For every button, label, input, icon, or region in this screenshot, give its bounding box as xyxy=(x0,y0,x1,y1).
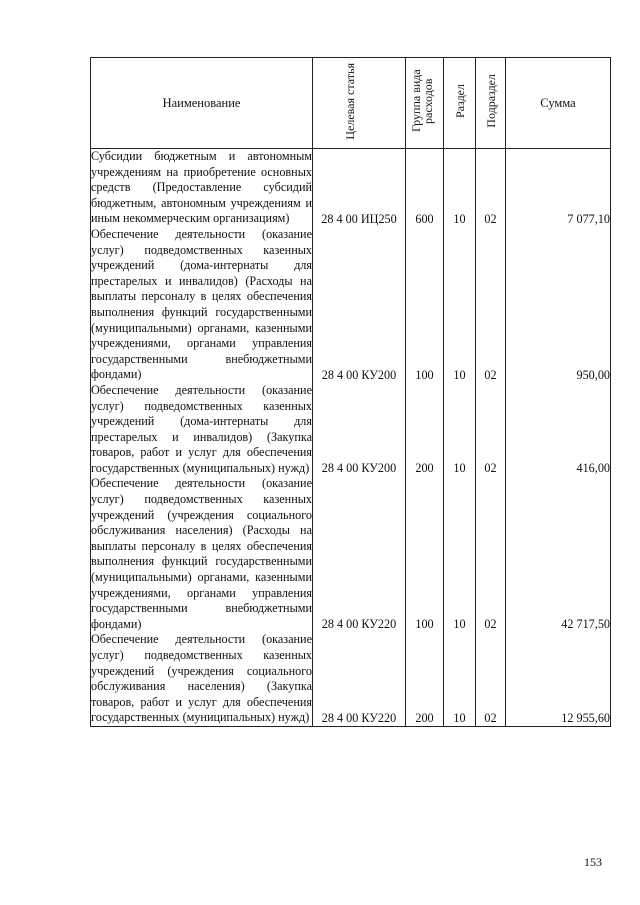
page-number: 153 xyxy=(584,855,602,869)
row-section: 10 xyxy=(444,227,476,383)
row-section: 10 xyxy=(444,632,476,726)
row-subsection: 02 xyxy=(476,632,506,726)
row-name: Обеспечение деятельности (оказание услуг) подведомственных казенных учреждений (учреждения социального обслуживания населения) (Расходы на выплаты персоналу в целях обеспечения выполнения функций государственными (муниципальными) органами, казенными учреждениями, органами управления государственными внебюджетными фондами) xyxy=(91,476,312,631)
header-target-cell xyxy=(313,58,406,149)
row-name: Обеспечение деятельности (оказание услуг) подведомственных казенных учреждений (дома-интернаты для престарелых и инвалидов) (Расходы на выплаты персоналу в целях обеспечения выполнения функций государственными (муниципальными) органами, казенными учреждениями, органами управления государственными внебюджетными фондами) xyxy=(91,226,312,382)
row-target-code: 28 4 00 ИЦ250 xyxy=(313,149,406,227)
header-amount: Сумма xyxy=(506,58,611,149)
header-name: Наименование xyxy=(91,58,313,149)
row-target-code: 28 4 00 КУ200 xyxy=(313,227,406,383)
row-subsection: 02 xyxy=(476,476,506,632)
header-subsection: Подраздел xyxy=(483,74,498,128)
row-expense-group: 200 xyxy=(406,632,444,726)
row-name: Субсидии бюджетным и автономным учреждениям на приобретение основных средств (Предоставление субсидий бюджетным, автономным учреждениям и иным некоммерческим организациям) xyxy=(91,149,312,226)
table-row xyxy=(91,632,611,726)
table-row xyxy=(91,149,611,227)
row-name: Обеспечение деятельности (оказание услуг) подведомственных казенных учреждений (учреждения социального обслуживания населения) (Закупка товаров, работ и услуг для обеспечения государственных (муниципальных) нужд) xyxy=(91,632,313,726)
row-target-code: 28 4 00 КУ200 xyxy=(313,383,406,477)
header-target: Целевая статья xyxy=(343,62,357,140)
row-amount: 416,00 xyxy=(506,383,611,477)
row-target-code: 28 4 00 КУ220 xyxy=(313,476,406,632)
row-subsection: 02 xyxy=(476,227,506,383)
header-subsection-cell xyxy=(476,58,506,149)
row-expense-group: 200 xyxy=(406,383,444,477)
row-target-code: 28 4 00 КУ220 xyxy=(313,632,406,726)
row-amount: 7 077,10 xyxy=(506,149,611,227)
row-subsection: 02 xyxy=(476,383,506,477)
budget-table xyxy=(90,57,611,727)
row-subsection: 02 xyxy=(476,149,506,227)
row-section: 10 xyxy=(444,149,476,227)
table-row xyxy=(91,476,611,632)
table-header-row xyxy=(91,58,611,149)
header-section: Раздел xyxy=(452,84,467,118)
row-amount: 12 955,60 xyxy=(506,632,611,726)
table-row xyxy=(91,227,611,383)
header-group-cell xyxy=(406,58,444,149)
row-amount: 950,00 xyxy=(506,227,611,383)
row-expense-group: 100 xyxy=(406,476,444,632)
header-group: Группа вида расходов xyxy=(408,69,435,133)
row-name: Обеспечение деятельности (оказание услуг) подведомственных казенных учреждений (дома-интернаты для престарелых и инвалидов) (Закупка товаров, работ и услуг для обеспечения государственных (муниципальных) нужд) xyxy=(91,382,312,475)
table-row xyxy=(91,383,611,477)
row-expense-group: 600 xyxy=(406,149,444,227)
row-amount: 42 717,50 xyxy=(506,476,611,632)
header-section-cell xyxy=(444,58,476,149)
row-section: 10 xyxy=(444,476,476,632)
row-section: 10 xyxy=(444,383,476,477)
row-expense-group: 100 xyxy=(406,227,444,383)
